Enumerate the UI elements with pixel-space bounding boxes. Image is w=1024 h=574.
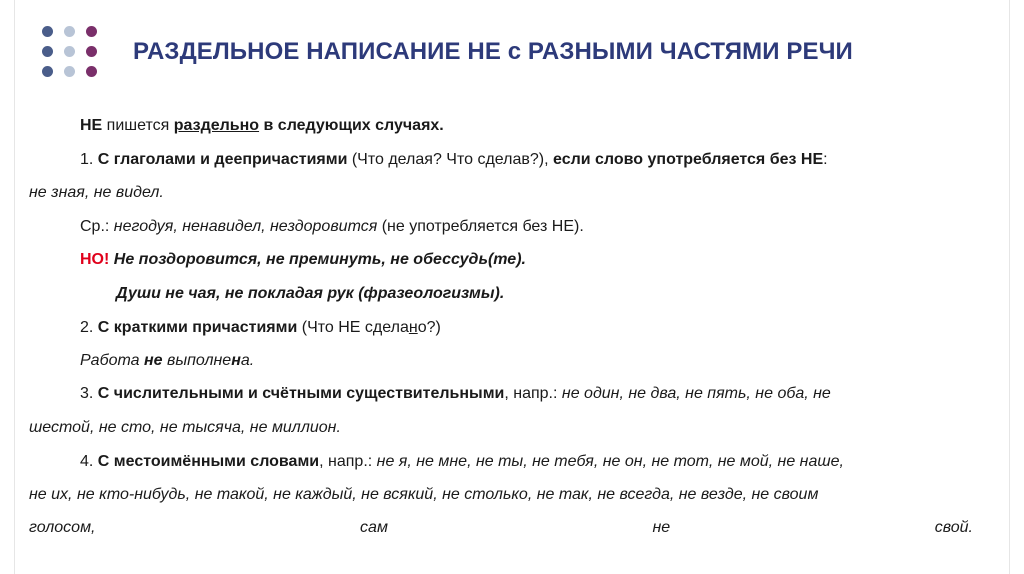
- rule1-head: С глаголами и деепричастиями: [97, 151, 348, 168]
- intro-line: [80, 116, 444, 136]
- rule1-colon: :: [823, 151, 828, 168]
- rule4-word: не: [652, 519, 671, 536]
- rule1-exception-line: [80, 250, 526, 270]
- compare-note: (не употребляется без НЕ).: [377, 218, 584, 235]
- intro-text-1: пишется: [102, 117, 174, 134]
- dot-icon: [86, 46, 97, 57]
- rule2-question-b: о?): [417, 319, 441, 336]
- dot-icon: [64, 66, 75, 77]
- rule1-number: 1.: [80, 151, 98, 168]
- rule4-word: свой.: [934, 519, 973, 536]
- dot-icon: [64, 26, 75, 37]
- rule2-question-underlined: н: [408, 319, 418, 336]
- compare-words: негодуя, ненавидел, нездоровится: [113, 218, 378, 235]
- idioms-line: Души не чая, не покладая рук (фразеологизмы).: [116, 285, 505, 302]
- razdelno-word: раздельно: [173, 117, 260, 134]
- dot-icon: [42, 46, 53, 57]
- dot-icon: [42, 66, 53, 77]
- dot-icon: [64, 46, 75, 57]
- rule4-head: С местоимёнными словами: [97, 453, 320, 470]
- rule2-ex-ne: не: [143, 352, 163, 369]
- rule4-word: сам: [360, 519, 388, 536]
- rule1-condition: если слово употребляется без НЕ: [553, 151, 824, 168]
- rule2-ex-3: а.: [240, 352, 255, 369]
- rule2-ex-1: Работа: [80, 352, 144, 369]
- dot-icon: [86, 66, 97, 77]
- rule2-ex-n: н: [231, 352, 241, 369]
- rule2-example: [80, 351, 254, 371]
- rule1-example: не зная, не видел.: [29, 184, 164, 201]
- compare-prefix: Ср.:: [80, 218, 114, 235]
- rule1-line: [80, 150, 828, 170]
- rule3-line: [80, 384, 831, 404]
- rule2-question-a: (Что НЕ сдела: [297, 319, 409, 336]
- exception-words: Не поздоровится, не преминуть, не обессудь(те).: [109, 251, 526, 268]
- slide-title: РАЗДЕЛЬНОЕ НАПИСАНИЕ НЕ с РАЗНЫМИ ЧАСТЯМИ РЕЧИ: [133, 38, 853, 65]
- rule1-compare-line: [80, 217, 584, 237]
- dot-grid-icon: [42, 26, 102, 82]
- rule4-examples-1: не я, не мне, не ты, не тебя, не он, не тот, не мой, не наше,: [376, 453, 844, 470]
- rule4-napr: , напр.:: [319, 453, 377, 470]
- dot-icon: [42, 26, 53, 37]
- rule1-question: (Что делая? Что сделав?),: [347, 151, 553, 168]
- rule2-number: 2.: [80, 319, 98, 336]
- rule3-examples-1: не один, не два, не пять, не оба, не: [561, 385, 831, 402]
- rule4-word: голосом,: [29, 519, 96, 536]
- rule4-line: [80, 452, 844, 472]
- rule2-line: [80, 318, 441, 338]
- rule3-head: С числительными и счётными существительными: [97, 385, 505, 402]
- dot-icon: [86, 26, 97, 37]
- rule2-head: С краткими причастиями: [97, 319, 298, 336]
- rule4-number: 4.: [80, 453, 98, 470]
- rule3-examples-2: шестой, не сто, не тысяча, не миллион.: [29, 419, 341, 436]
- rule3-napr: , напр.:: [504, 385, 562, 402]
- rule4-examples-2: не их, не кто-нибудь, не такой, не каждый, не всякий, не столько, не так, не всегда, не везде, не своим: [29, 486, 819, 503]
- no-label: НО!: [80, 251, 110, 268]
- rule4-examples-3: [29, 518, 973, 538]
- intro-text-2: в следующих случаях.: [259, 117, 444, 134]
- rule2-ex-2: выполне: [162, 352, 232, 369]
- ne-word: НЕ: [80, 117, 103, 134]
- rule3-number: 3.: [80, 385, 98, 402]
